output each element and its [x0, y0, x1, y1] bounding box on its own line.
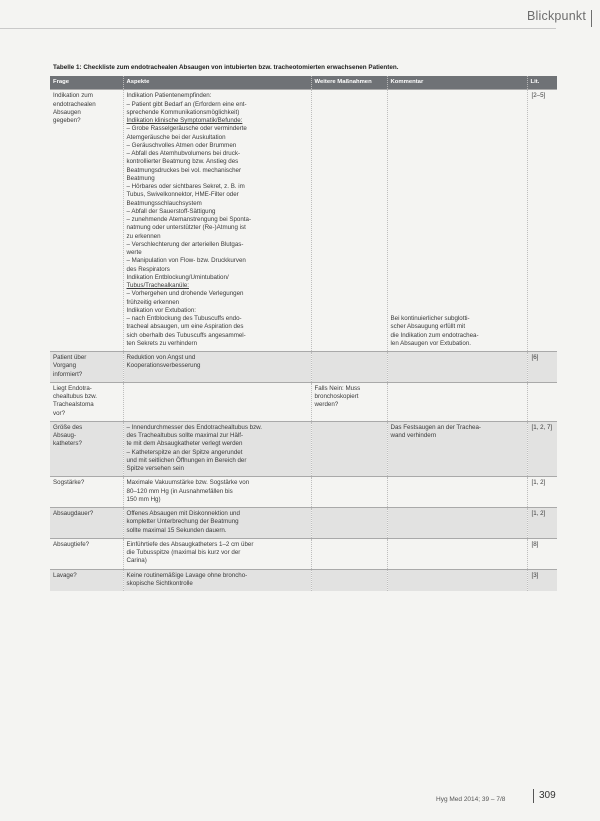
cell-line	[391, 150, 524, 158]
cell-line: vor?	[53, 409, 66, 417]
lit-cell: [8]	[527, 538, 557, 569]
cell-line: sich oberhalb des Tubuscuffs angesammel-	[126, 331, 246, 339]
massnahmen-cell	[311, 538, 387, 569]
header-aspekte: Aspekte	[123, 76, 311, 90]
cell-line: und mit seitlichen Öffnungen im Bereich der	[126, 456, 247, 464]
cell-line: – Geräuschvolles Atmen oder Brummen	[126, 141, 237, 149]
kommentar-cell	[387, 538, 527, 569]
table-caption: Tabelle 1: Checkliste zum endotrachealen Absaugen von intubierten bzw. tracheotomierten erwachsenen Patienten.	[53, 64, 399, 71]
cell-line: – nach Entblockung des Tubuscuffs endo-	[126, 315, 242, 323]
page-number: 309	[533, 789, 556, 803]
frage-cell	[50, 538, 123, 569]
cell-line: Spitze versehen sein	[126, 465, 184, 473]
cell-line	[391, 167, 524, 175]
cell-line	[391, 200, 524, 208]
cell-line	[391, 241, 524, 249]
cell-line: Einführtiefe des Absaugkatheters 1–2 cm über	[126, 540, 254, 548]
aspekte-cell	[123, 508, 311, 539]
cell-line: Carina)	[126, 557, 147, 565]
cell-line: werden?	[314, 401, 339, 409]
header-kommentar: Kommentar	[387, 76, 527, 90]
cell-line: – Abfall des Atemhubvolumens bei druck-	[126, 150, 241, 158]
massnahmen-cell	[311, 508, 387, 539]
table-row	[50, 352, 557, 383]
cell-line: Maximale Vakuumstärke bzw. Sogstärke von	[126, 479, 250, 487]
cell-line	[391, 109, 524, 117]
kommentar-cell	[387, 352, 527, 383]
cell-line: 80–120 mm Hg (in Ausnahmefällen bis	[126, 487, 233, 495]
cell-line: zu erkennen	[126, 232, 161, 240]
cell-line	[391, 216, 524, 224]
cell-line	[391, 282, 524, 290]
cell-line: Tubus/Trachealkanüle:	[126, 282, 189, 290]
cell-line: – Innendurchmesser des Endotrachealtubus bzw.	[126, 423, 263, 431]
cell-line	[391, 299, 524, 307]
cell-line: wand verhindern	[390, 432, 437, 440]
cell-line: Absaug-	[53, 432, 77, 440]
footer-citation: Hyg Med 2014; 39 – 7/8	[436, 796, 506, 803]
cell-line: Absaugdauer?	[53, 510, 94, 518]
cell-line: skopische Sichtkontrolle	[126, 579, 193, 587]
cell-line: – Katheterspitze an der Spitze angerundet	[126, 448, 243, 456]
frage-cell	[50, 352, 123, 383]
cell-line: – Patient gibt Bedarf an (Erfordern eine ent-	[126, 100, 247, 108]
cell-line	[391, 142, 524, 150]
cell-line: sprechende Kommunikationsmöglichkeit)	[126, 108, 240, 116]
cell-line: – Grobe Rasselgeräusche oder verminderte	[126, 125, 247, 133]
frage-cell	[50, 382, 123, 421]
lit-cell: [3]	[527, 569, 557, 591]
cell-line: Kooperationsverbesserung	[126, 362, 201, 370]
cell-line: Falls Nein: Muss	[314, 384, 361, 392]
cell-line: Lavage?	[53, 571, 77, 579]
cell-line	[391, 290, 524, 298]
cell-line	[391, 257, 524, 265]
cell-line: Das Festsaugen an der Trachea-	[390, 423, 481, 431]
cell-line	[391, 125, 524, 133]
section-tag: Blickpunkt	[527, 9, 586, 23]
massnahmen-cell	[311, 569, 387, 591]
cell-line: des Respirators	[126, 265, 170, 273]
cell-line	[391, 175, 524, 183]
cell-line: Indikation klinische Symptomatik/Befunde:	[126, 117, 243, 125]
cell-line: werte	[126, 249, 142, 257]
cell-line: endotrachealen	[53, 100, 96, 108]
massnahmen-cell	[311, 352, 387, 383]
frage-cell	[50, 569, 123, 591]
lit-cell: [1, 2]	[527, 508, 557, 539]
cell-line: – Verschlechterung der arteriellen Blutgas-	[126, 240, 244, 248]
cell-line: katheters?	[53, 440, 82, 448]
cell-line	[391, 266, 524, 274]
cell-line: die Tubusspitze (maximal bis kurz vor der	[126, 549, 241, 557]
lit-cell: [1, 2, 7]	[527, 421, 557, 477]
cell-line	[391, 274, 524, 282]
cell-line: Größe des	[53, 423, 83, 431]
cell-line: informiert?	[53, 370, 83, 378]
cell-line	[391, 191, 524, 199]
header-weitere-massnahmen: Weitere Maßnahmen	[311, 76, 387, 90]
cell-line: Indikation Entblockung/Umintubation/	[126, 273, 229, 281]
cell-line	[391, 208, 524, 216]
kommentar-cell	[387, 508, 527, 539]
header-lit: Lit.	[527, 76, 557, 90]
header-frage: Frage	[50, 76, 123, 90]
massnahmen-cell	[311, 382, 387, 421]
cell-line: Absaugen	[53, 108, 81, 116]
cell-line: Vorgang	[53, 362, 77, 370]
cell-line	[391, 134, 524, 142]
kommentar-cell	[387, 382, 527, 421]
aspekte-cell	[123, 90, 311, 352]
kommentar-cell	[387, 477, 527, 508]
cell-line	[391, 158, 524, 166]
frage-cell	[50, 477, 123, 508]
table-row	[50, 477, 557, 508]
massnahmen-cell	[311, 421, 387, 477]
cell-line: scher Absaugung erfüllt mit	[390, 323, 466, 331]
cell-line: ten Sekrets zu verhindern	[126, 339, 198, 347]
cell-line	[391, 249, 524, 257]
frage-cell	[50, 90, 123, 352]
cell-line: Trachealstoma	[53, 401, 94, 409]
table-row	[50, 569, 557, 591]
cell-line	[391, 92, 524, 100]
kommentar-cell	[387, 421, 527, 477]
cell-line: Patient über	[53, 354, 87, 362]
header-rule	[0, 28, 556, 29]
cell-line: die Indikation zum endotrachea-	[390, 331, 479, 339]
cell-line: natmung oder unterstützter (Re-)Atmung ist	[126, 224, 246, 232]
cell-line: tracheal absaugen, um eine Aspiration des	[126, 323, 244, 331]
table-body	[50, 90, 557, 591]
cell-line: kompletter Unterbrechung der Beatmung	[126, 518, 239, 526]
lit-cell: [2–5]	[527, 90, 557, 352]
lit-cell: [6]	[527, 352, 557, 383]
lit-cell: [1, 2]	[527, 477, 557, 508]
cell-line: bronchoskopiert	[314, 393, 359, 401]
cell-line: Beatmung	[126, 174, 155, 182]
cell-line: 150 mm Hg)	[126, 495, 161, 503]
cell-line: – zunehmende Atemanstrengung bei Sponta-	[126, 216, 252, 224]
cell-line	[391, 117, 524, 125]
cell-line: frühzeitig erkennen	[126, 298, 180, 306]
checklist-table	[50, 76, 557, 591]
cell-line	[391, 101, 524, 109]
cell-line: Beatmungsschlauchsystem	[126, 199, 202, 207]
massnahmen-cell	[311, 90, 387, 352]
cell-line: sollte maximal 15 Sekunden dauern.	[126, 526, 227, 534]
cell-line: Liegt Endotra-	[53, 384, 92, 392]
table-row	[50, 421, 557, 477]
cell-line: Offenes Absaugen mit Diskonnektion und	[126, 510, 240, 518]
cell-line: Indikation vor Extubation:	[126, 306, 196, 314]
cell-line: – Vorhergehen und drohende Verlegungen	[126, 290, 244, 298]
lit-cell	[527, 382, 557, 421]
cell-line: Keine routinemäßige Lavage ohne broncho-	[126, 571, 248, 579]
cell-line: Reduktion von Angst und	[126, 354, 196, 362]
cell-line: – Manipulation von Flow- bzw. Druckkurven	[126, 257, 246, 265]
table-row	[50, 508, 557, 539]
cell-line: Indikation Patientenempfinden:	[126, 92, 212, 100]
cell-line: Atemgeräusche bei der Auskultation	[126, 133, 226, 141]
aspekte-cell	[123, 538, 311, 569]
table-header-row	[50, 76, 557, 90]
aspekte-cell	[123, 382, 311, 421]
cell-line	[391, 224, 524, 232]
kommentar-cell	[387, 569, 527, 591]
cell-line: chealtubus bzw.	[53, 393, 98, 401]
cell-line: len Absaugen vor Extubation.	[390, 339, 471, 347]
cell-line: Absaugtiefe?	[53, 540, 90, 548]
cell-line: kontrollierter Beatmung bzw. Anstieg des	[126, 158, 239, 166]
cell-line: des Trachealtubus sollte maximal zur Hälf-	[126, 432, 244, 440]
kommentar-cell	[387, 90, 527, 352]
cell-line	[391, 307, 524, 315]
aspekte-cell	[123, 421, 311, 477]
cell-line: Tubus, Swivelkonnektor, HME-Filter oder	[126, 191, 239, 199]
cell-line	[391, 233, 524, 241]
cell-line: te mit dem Absaugkatheter verlegt werden	[126, 440, 243, 448]
cell-line: Bei kontinuierlicher subglotti-	[390, 315, 470, 323]
cell-line: – Abfall der Sauerstoff-Sättigung	[126, 207, 216, 215]
cell-line: Indikation zum	[53, 92, 93, 100]
aspekte-cell	[123, 569, 311, 591]
section-divider	[591, 10, 592, 27]
massnahmen-cell	[311, 477, 387, 508]
table-row	[50, 90, 557, 352]
cell-line	[391, 183, 524, 191]
table-row	[50, 382, 557, 421]
table-row	[50, 538, 557, 569]
cell-line: Beatmungsdruckes bei vol. mechanischer	[126, 166, 242, 174]
frage-cell	[50, 508, 123, 539]
frage-cell	[50, 421, 123, 477]
cell-line: gegeben?	[53, 117, 81, 125]
aspekte-cell	[123, 352, 311, 383]
cell-line: Sogstärke?	[53, 479, 85, 487]
aspekte-cell	[123, 477, 311, 508]
cell-line: – Hörbares oder sichtbares Sekret, z. B. im	[126, 183, 245, 191]
